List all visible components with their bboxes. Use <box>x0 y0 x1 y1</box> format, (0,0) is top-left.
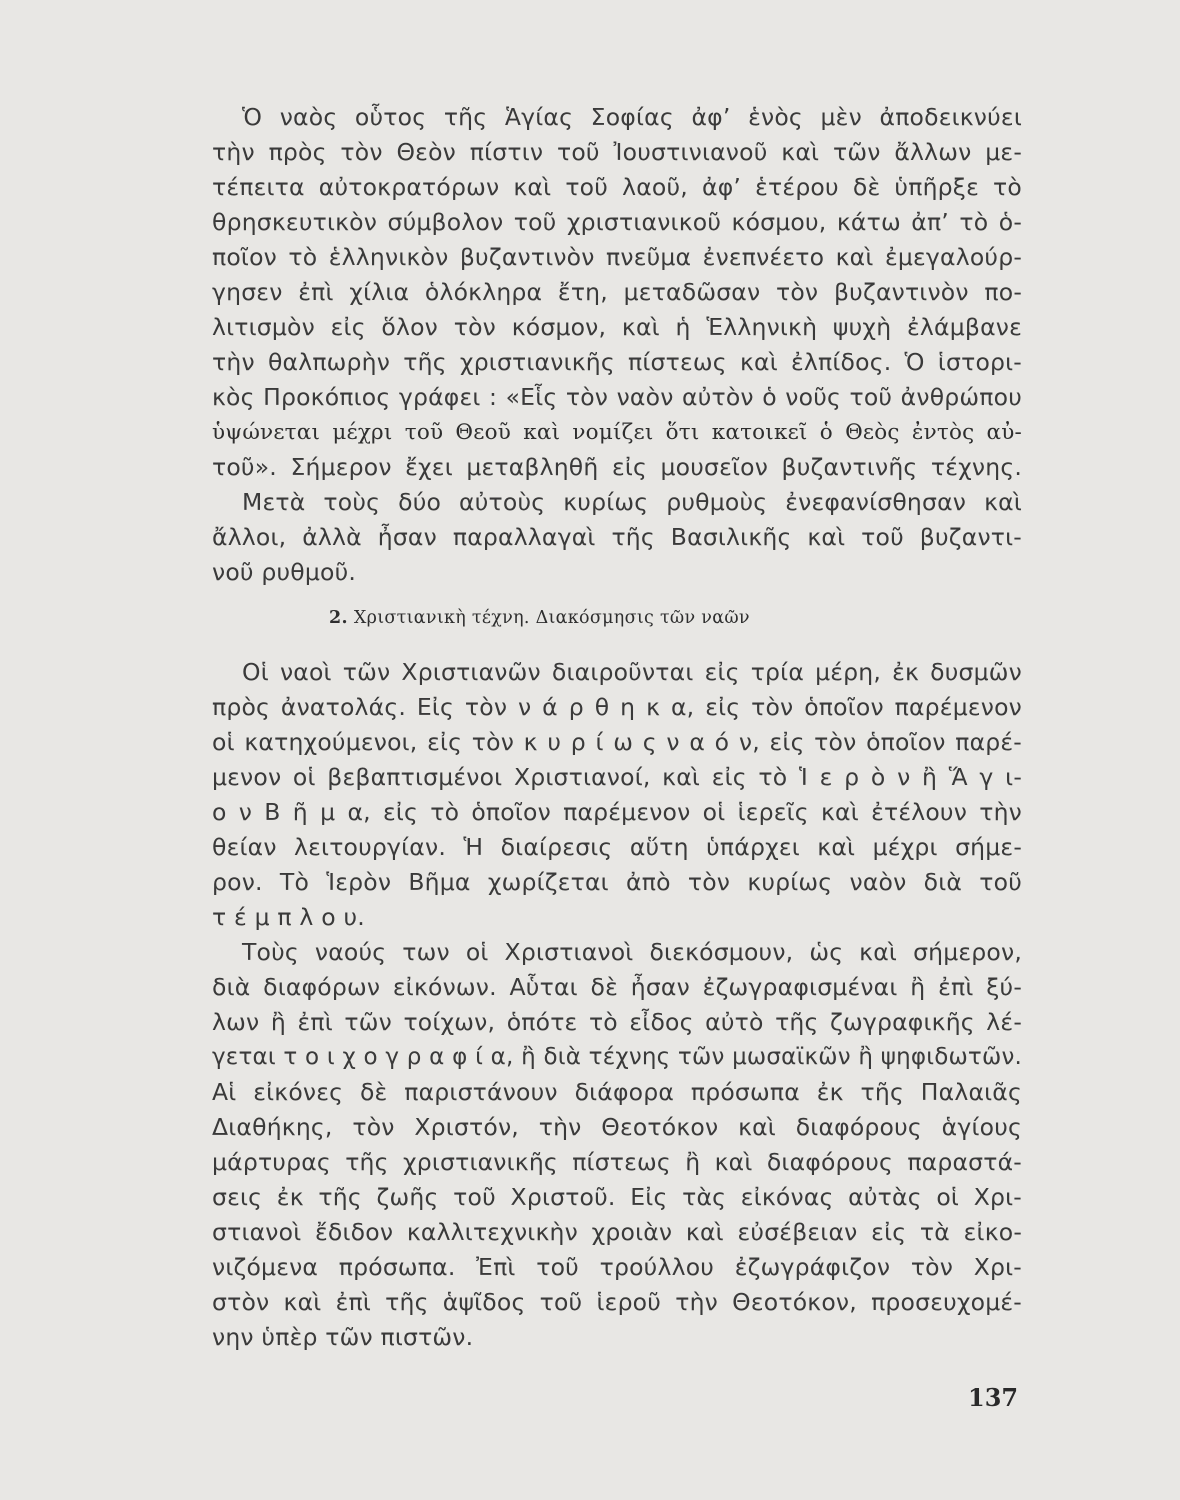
paragraph-hagia-sophia <box>212 100 1022 590</box>
text-line: Οἱ ναοὶ τῶν Χριστιανῶν διαιροῦνται εἰς τρία μέρη, ἐκ δυσμῶν <box>242 658 1022 686</box>
text-line: στὸν καὶ ἐπὶ τῆς ἁψῖδος τοῦ ἱεροῦ τὴν Θεοτόκον, προσευχομέ- <box>212 1288 1022 1316</box>
text-line: νοῦ ρυθμοῦ. <box>212 558 357 586</box>
section-number: 2. <box>329 608 348 628</box>
text-line: Αἱ εἰκόνες δὲ παριστάνουν διάφορα πρόσωπα ἐκ τῆς Παλαιᾶς <box>212 1078 1022 1106</box>
page-number: 137 <box>968 1383 1019 1412</box>
section-title: Χριστιανικὴ τέχνη. Διακόσμησις τῶν ναῶν <box>353 608 750 628</box>
text-line: Διαθήκης, τὸν Χριστόν, τὴν Θεοτόκον καὶ διαφόρους ἁγίους <box>212 1113 1022 1141</box>
text-line: διὰ διαφόρων εἰκόνων. Αὗται δὲ ἦσαν ἐζωγραφισμέναι ἢ ἐπὶ ξύ- <box>212 973 1022 1001</box>
text-line: μάρτυρας τῆς χριστιανικῆς πίστεως ἢ καὶ διαφόρους παραστά- <box>212 1148 1022 1176</box>
text-line: Μετὰ τοὺς δύο αὐτοὺς κυρίως ρυθμοὺς ἐνεφανίσθησαν καὶ <box>242 488 1022 516</box>
text-line: ο ν Β ῆ μ α, εἰς τὸ ὁποῖον παρέμενον οἱ ἱερεῖς καὶ ἐτέλουν τὴν <box>212 798 1022 826</box>
text-line: λιτισμὸν εἰς ὅλον τὸν κόσμον, καὶ ἡ Ἑλληνικὴ ψυχὴ ἐλάμβανε <box>212 313 1022 341</box>
text-line: θείαν λειτουργίαν. Ἡ διαίρεσις αὕτη ὑπάρχει καὶ μέχρι σήμε- <box>212 833 1022 861</box>
text-line: μενον οἱ βεβαπτισμένοι Χριστιανοί, καὶ εἰς τὸ Ἱ ε ρ ὸ ν ἢ Ἅ γ ι- <box>212 763 1022 791</box>
text-line: ἄλλοι, ἀλλὰ ἦσαν παραλλαγαὶ τῆς Βασιλικῆς καὶ τοῦ βυζαντι- <box>212 523 1022 551</box>
text-line: τ έ μ π λ ο υ. <box>212 903 365 931</box>
text-line: κὸς Προκόπιος γράφει : «Εἷς τὸν ναὸν αὐτὸν ὁ νοῦς τοῦ ἀνθρώπου <box>212 383 1022 411</box>
text-line: Τοὺς ναούς των οἱ Χριστιανοὶ διεκόσμουν, ὡς καὶ σήμερον, <box>242 938 1022 966</box>
text-line: τὴν πρὸς τὸν Θεὸν πίστιν τοῦ Ἰουστινιανοῦ καὶ τῶν ἄλλων με- <box>212 138 1022 166</box>
text-line: ρον. Τὸ Ἱερὸν Βῆμα χωρίζεται ἀπὸ τὸν κυρίως ναὸν διὰ τοῦ <box>212 868 1022 896</box>
text-line: ποῖον τὸ ἑλληνικὸν βυζαντινὸν πνεῦμα ἐνεπνέετο καὶ ἐμεγαλούρ- <box>212 243 1022 271</box>
text-line: στιανοὶ ἔδιδον καλλιτεχνικὴν χροιὰν καὶ εὐσέβειαν εἰς τὰ εἰκο- <box>212 1218 1022 1246</box>
text-line: πρὸς ἀνατολάς. Εἰς τὸν ν ά ρ θ η κ α, εἰς τὸν ὁποῖον παρέμενον <box>212 693 1022 721</box>
text-line: οἱ κατηχούμενοι, εἰς τὸν κ υ ρ ί ω ς ν α ό ν, εἰς τὸν ὁποῖον παρέ- <box>212 728 1022 756</box>
section-heading <box>329 608 750 628</box>
text-line: θρησκευτικὸν σύμβολον τοῦ χριστιανικοῦ κόσμου, κάτω ἀπ’ τὸ ὁ- <box>212 208 1022 236</box>
text-line: λων ἢ ἐπὶ τῶν τοίχων, ὁπότε τὸ εἶδος αὐτὸ τῆς ζωγραφικῆς λέ- <box>212 1008 1022 1036</box>
text-line-quote: ὑψώνεται μέχρι τοῦ Θεοῦ καὶ νομίζει ὅτι κατοικεῖ ὁ Θεὸς ἐντὸς αὐ- <box>212 420 1022 445</box>
text-line: νιζόμενα πρόσωπα. Ἐπὶ τοῦ τρούλλου ἐζωγράφιζον τὸν Χρι- <box>212 1253 1022 1281</box>
text-line: Ὁ ναὸς οὗτος τῆς Ἁγίας Σοφίας ἀφ’ ἑνὸς μὲν ἀποδεικνύει <box>242 103 1022 131</box>
text-line: γεται τ ο ι χ ο γ ρ α φ ί α, ἢ διὰ τέχνης τῶν μωσαϊκῶν ἢ ψηφιδωτῶν. <box>212 1044 1022 1070</box>
text-line: νην ὑπὲρ τῶν πιστῶν. <box>212 1323 474 1351</box>
paragraph-church-decoration <box>212 655 1022 1355</box>
text-line: τέπειτα αὐτοκρατόρων καὶ τοῦ λαοῦ, ἀφ’ ἑτέρου δὲ ὑπῆρξε τὸ <box>212 173 1022 201</box>
text-line: τὴν θαλπωρὴν τῆς χριστιανικῆς πίστεως καὶ ἐλπίδος. Ὁ ἱστορι- <box>212 348 1022 376</box>
text-line: σεις ἐκ τῆς ζωῆς τοῦ Χριστοῦ. Εἰς τὰς εἰκόνας αὐτὰς οἱ Χρι- <box>212 1183 1022 1211</box>
text-line: τοῦ». Σήμερον ἔχει μεταβληθῆ εἰς μουσεῖον βυζαντινῆς τέχνης. <box>212 453 1022 481</box>
text-line: γησεν ἐπὶ χίλια ὁλόκληρα ἔτη, μεταδῶσαν τὸν βυζαντινὸν πο- <box>212 278 1022 306</box>
